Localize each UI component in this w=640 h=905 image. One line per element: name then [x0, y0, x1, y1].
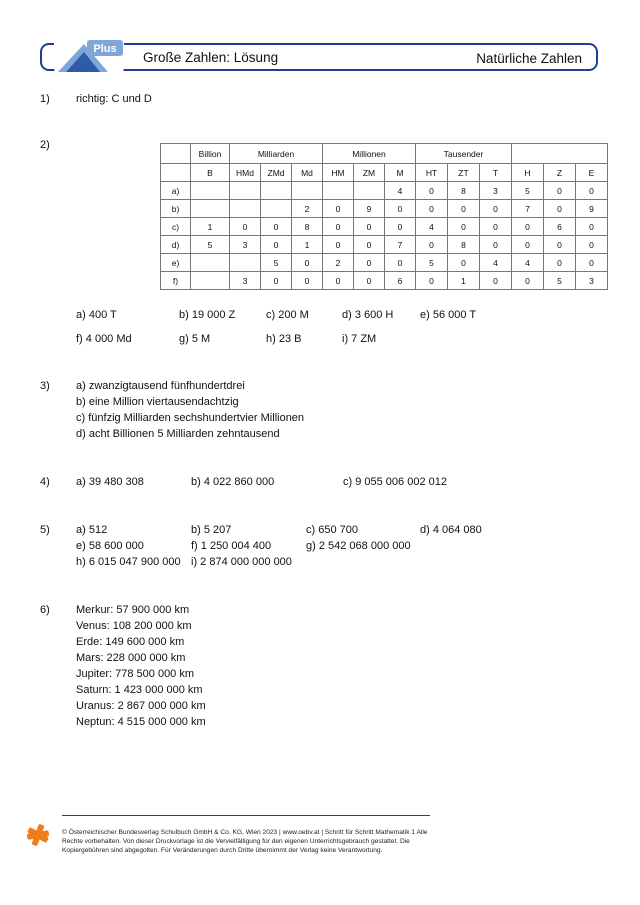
table-cell: 7: [512, 200, 544, 218]
table-cell: 0: [576, 236, 608, 254]
row-label: d): [161, 236, 191, 254]
table-cell: 0: [576, 218, 608, 236]
table-row: [161, 182, 608, 200]
table-cell: 2: [323, 254, 354, 272]
table-row: [161, 272, 608, 290]
row-label: a): [161, 182, 191, 200]
table-cell: [230, 254, 261, 272]
col-header: Z: [544, 164, 576, 182]
table-cell: [354, 182, 385, 200]
table-row: [161, 236, 608, 254]
planet-line: Mars: 228 000 000 km: [76, 652, 186, 664]
task-3-number: 3): [40, 380, 50, 392]
table-row: [161, 218, 608, 236]
answer-item: c) 200 M: [266, 309, 309, 321]
table-cell: [323, 182, 354, 200]
table-cell: 0: [416, 200, 448, 218]
answer-line: d) acht Billionen 5 Milliarden zehntausend: [76, 428, 280, 440]
task-2-number: 2): [40, 139, 50, 151]
table-cell: 0: [512, 236, 544, 254]
table-cell: 0: [576, 254, 608, 272]
table-cell: 0: [480, 272, 512, 290]
table-cell: 8: [292, 218, 323, 236]
col-header: H: [512, 164, 544, 182]
table-cell: 0: [544, 182, 576, 200]
table-cell: 0: [576, 182, 608, 200]
table-cell: [261, 200, 292, 218]
table-cell: 0: [354, 236, 385, 254]
table-cell: 0: [480, 236, 512, 254]
table-cell: 3: [480, 182, 512, 200]
table-cell: 0: [544, 236, 576, 254]
answer-item: f) 4 000 Md: [76, 333, 132, 345]
table-cell: 1: [292, 236, 323, 254]
table-cell: 8: [448, 236, 480, 254]
answer-item: f) 1 250 004 400: [191, 540, 272, 552]
table-cell: 0: [385, 200, 416, 218]
group-billion: Billion: [191, 144, 230, 164]
row-label: e): [161, 254, 191, 272]
table-cell: 5: [544, 272, 576, 290]
answer-line: c) fünfzig Milliarden sechshundertvier Millionen: [76, 412, 305, 424]
answer-item: d) 4 064 080: [420, 524, 482, 536]
answer-item: d) 3 600 H: [342, 309, 394, 321]
table-cell: 3: [230, 272, 261, 290]
planet-line: Jupiter: 778 500 000 km: [76, 668, 195, 680]
table-cell: 0: [416, 272, 448, 290]
table-cell: 0: [261, 272, 292, 290]
task-5-number: 5): [40, 524, 50, 536]
table-cell: 0: [385, 218, 416, 236]
table-cell: 4: [512, 254, 544, 272]
table-cell: 8: [448, 182, 480, 200]
col-header: ZMd: [261, 164, 292, 182]
table-cell: 5: [191, 236, 230, 254]
answer-item: a) 512: [76, 524, 108, 536]
task-1-number: 1): [40, 93, 50, 105]
table-cell: 0: [448, 254, 480, 272]
table-cell: 0: [323, 200, 354, 218]
table-cell: 0: [261, 218, 292, 236]
col-header: M: [385, 164, 416, 182]
page-topic: Natürliche Zahlen: [476, 51, 582, 66]
table-cell: 4: [385, 182, 416, 200]
row-label: c): [161, 218, 191, 236]
planet-line: Merkur: 57 900 000 km: [76, 604, 190, 616]
table-cell: 0: [261, 236, 292, 254]
group-tausender: Tausender: [416, 144, 512, 164]
table-cell: 0: [416, 182, 448, 200]
table-cell: [261, 182, 292, 200]
row-label: b): [161, 200, 191, 218]
table-cell: 0: [323, 218, 354, 236]
col-header: Md: [292, 164, 323, 182]
row-label: f): [161, 272, 191, 290]
table-cell: 0: [448, 200, 480, 218]
answer-item: a) 400 T: [76, 309, 117, 321]
table-cell: 0: [512, 218, 544, 236]
table-cell: 0: [480, 200, 512, 218]
answer-item: b) 19 000 Z: [179, 309, 236, 321]
footer-copyright: © Österreichischer Bundesverlag Schulbuch GmbH & Co. KG, Wien 2023 | www.oebv.at | Schritt für Schritt Mathematik 1 Alle Rechte vorbehalten. Von dieser Druckvorlage ist die Vervielfältigung für den eigenen Unterrichtsgebrauch gestattet. Die Kopiergebühren sind abgegolten. Für Veränderungen durch Dritte übernimmt der Verlag keine Verantwortung.: [62, 829, 428, 854]
col-header: HM: [323, 164, 354, 182]
table-row: [161, 200, 608, 218]
planet-line: Neptun: 4 515 000 000 km: [76, 716, 206, 728]
col-header: ZT: [448, 164, 480, 182]
table-cell: 0: [230, 218, 261, 236]
answer-item: c) 9 055 006 002 012: [343, 476, 447, 488]
table-cell: 5: [416, 254, 448, 272]
col-header: E: [576, 164, 608, 182]
table-cell: 1: [448, 272, 480, 290]
planet-line: Saturn: 1 423 000 000 km: [76, 684, 203, 696]
table-cell: 5: [261, 254, 292, 272]
page-title: Große Zahlen: Lösung: [143, 50, 279, 65]
group-millionen: Millionen: [323, 144, 416, 164]
table-cell: 0: [292, 272, 323, 290]
answer-item: h) 23 B: [266, 333, 302, 345]
table-cell: 0: [354, 254, 385, 272]
table-cell: 0: [323, 272, 354, 290]
col-header: HT: [416, 164, 448, 182]
answer-item: g) 5 M: [179, 333, 211, 345]
table-cell: 6: [385, 272, 416, 290]
place-value-table: [160, 143, 608, 290]
answer-item: c) 650 700: [306, 524, 358, 536]
table-cell: 0: [544, 200, 576, 218]
task-1-answer: richtig: C und D: [76, 93, 152, 105]
table-cell: 0: [416, 236, 448, 254]
table-cell: 9: [354, 200, 385, 218]
table-cell: 2: [292, 200, 323, 218]
table-row: [161, 254, 608, 272]
table-cell: 0: [448, 218, 480, 236]
answer-item: g) 2 542 068 000 000: [306, 540, 411, 552]
answer-item: a) 39 480 308: [76, 476, 144, 488]
planet-line: Venus: 108 200 000 km: [76, 620, 192, 632]
table-cell: [230, 182, 261, 200]
col-header: B: [191, 164, 230, 182]
table-cell: [191, 272, 230, 290]
table-cell: 0: [354, 272, 385, 290]
answer-item: i) 2 874 000 000 000: [191, 556, 292, 568]
table-group-row: [161, 144, 608, 164]
col-header: ZM: [354, 164, 385, 182]
table-cell: 0: [385, 254, 416, 272]
table-cell: 4: [480, 254, 512, 272]
table-cell: 0: [323, 236, 354, 254]
answer-item: h) 6 015 047 900 000: [76, 556, 181, 568]
table-cell: 0: [480, 218, 512, 236]
answer-item: i) 7 ZM: [342, 333, 377, 345]
col-header: T: [480, 164, 512, 182]
table-cell: 7: [385, 236, 416, 254]
table-cell: 0: [292, 254, 323, 272]
answer-item: b) 5 207: [191, 524, 232, 536]
planet-line: Erde: 149 600 000 km: [76, 636, 185, 648]
table-cell: 3: [576, 272, 608, 290]
table-cell: [191, 182, 230, 200]
logo-text: Plus: [93, 43, 117, 55]
task-4-number: 4): [40, 476, 50, 488]
answer-line: b) eine Million viertausendachtzig: [76, 396, 239, 408]
col-header: HMd: [230, 164, 261, 182]
footer-divider: [62, 815, 430, 816]
publisher-asterisk-icon: [26, 822, 50, 848]
table-cell: 0: [512, 272, 544, 290]
table-cell: 4: [416, 218, 448, 236]
answer-item: e) 56 000 T: [420, 309, 477, 321]
planet-line: Uranus: 2 867 000 000 km: [76, 700, 206, 712]
task-6-number: 6): [40, 604, 50, 616]
table-cell: 0: [354, 218, 385, 236]
table-cell: 3: [230, 236, 261, 254]
table-cell: 5: [512, 182, 544, 200]
table-cell: 1: [191, 218, 230, 236]
table-cell: [191, 200, 230, 218]
table-header-row: [161, 164, 608, 182]
table-cell: 9: [576, 200, 608, 218]
plus-logo: [52, 36, 126, 76]
table-cell: [191, 254, 230, 272]
answer-line: a) zwanzigtausend fünfhundertdrei: [76, 380, 245, 392]
answer-item: e) 58 600 000: [76, 540, 144, 552]
table-cell: [292, 182, 323, 200]
table-cell: [230, 200, 261, 218]
group-milliarden: Milliarden: [230, 144, 323, 164]
table-cell: 6: [544, 218, 576, 236]
table-cell: 0: [544, 254, 576, 272]
answer-item: b) 4 022 860 000: [191, 476, 275, 488]
